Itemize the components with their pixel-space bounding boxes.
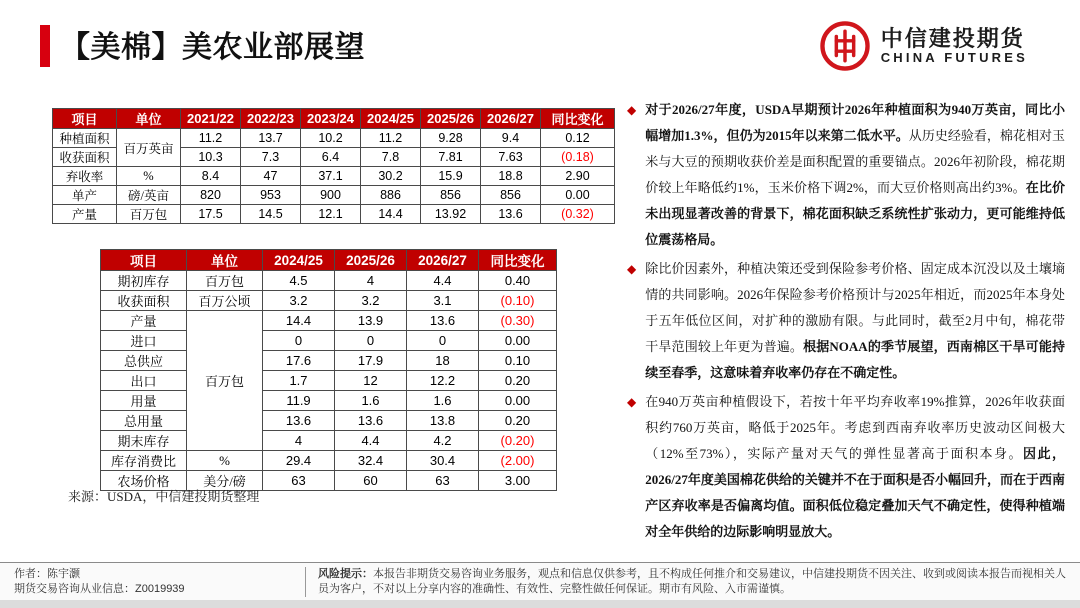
company-logo — [819, 20, 1028, 72]
logo-chinese-name: 中信建投期货 — [880, 25, 1025, 51]
table-cell: 12 — [335, 371, 407, 391]
table-row — [101, 311, 557, 331]
table-cell: 13.9 — [335, 311, 407, 331]
table-cell: 4 — [335, 271, 407, 291]
table-row — [101, 351, 557, 371]
footer-author-block — [14, 567, 185, 597]
table-cell: 0.20 — [479, 411, 557, 431]
table-cell: % — [117, 167, 181, 186]
bullet-item — [627, 97, 1065, 253]
table-cell: 3.00 — [479, 471, 557, 491]
table-cell: 10.2 — [301, 129, 361, 148]
table-cell: (0.32) — [541, 205, 615, 224]
table-cell: 弃收率 — [53, 167, 117, 186]
table-cell: 14.4 — [361, 205, 421, 224]
table-cell: 用量 — [101, 391, 187, 411]
table-cell: 0.10 — [479, 351, 557, 371]
column-header: 2021/22 — [181, 109, 241, 129]
bottom-strip — [0, 600, 1080, 608]
table-cell: 3.2 — [335, 291, 407, 311]
table-cell: 0 — [263, 331, 335, 351]
diamond-bullet-icon: ◆ — [627, 262, 637, 276]
table-cell: 6.4 — [301, 148, 361, 167]
header-row — [101, 250, 557, 271]
table-cell: 磅/英亩 — [117, 186, 181, 205]
table-cell: 0.40 — [479, 271, 557, 291]
table-cell: 出口 — [101, 371, 187, 391]
table-cell: 7.81 — [421, 148, 481, 167]
commentary-bullets — [627, 97, 1065, 548]
table-row — [53, 167, 615, 186]
table-cell: (0.18) — [541, 148, 615, 167]
table-cell: 13.92 — [421, 205, 481, 224]
table-cell: 14.5 — [241, 205, 301, 224]
table-cell: 13.6 — [407, 311, 479, 331]
table-row — [101, 371, 557, 391]
table-row — [101, 291, 557, 311]
column-header: 单位 — [117, 109, 181, 129]
table-row — [101, 451, 557, 471]
table-cell: 10.3 — [181, 148, 241, 167]
table-cell: 820 — [181, 186, 241, 205]
column-header: 2026/27 — [407, 250, 479, 271]
source-note: 来源：USDA，中信建投期货整理 — [68, 489, 260, 504]
table-row — [101, 271, 557, 291]
table-row — [101, 431, 557, 451]
table-cell: 产量 — [101, 311, 187, 331]
table-cell: 百万包 — [187, 311, 263, 451]
diamond-bullet-icon: ◆ — [627, 395, 637, 409]
table-cell: 0 — [335, 331, 407, 351]
table-cell: 37.1 — [301, 167, 361, 186]
table-cell: 4.4 — [407, 271, 479, 291]
diamond-bullet-icon: ◆ — [627, 103, 637, 117]
table-cell: 0.00 — [479, 331, 557, 351]
table-cell: 美分/磅 — [187, 471, 263, 491]
table-cell: 63 — [263, 471, 335, 491]
risk-disclaimer — [318, 567, 1066, 597]
bullet-text: 在940万英亩种植假设下，若按十年平均弃收率19%推算，2026年收获面积约760万英亩，略低于2025年。考虑到西南弃收率历史波动区间极大（12%至73%），实际产量对天气的弹性显著高于面积本身。因此，2026/27年度美国棉花供给的关键并不在于面积是否小幅回升，而在于西南产区弃收率是否偏离均值。面积低位稳定叠加天气不确定性，使得种植端对全年供给的边际影响明显放大。 — [645, 394, 1065, 539]
table-cell: 1.6 — [335, 391, 407, 411]
table-cell: 60 — [335, 471, 407, 491]
bullet-item — [627, 389, 1065, 545]
table-cell: 单产 — [53, 186, 117, 205]
table-cell: % — [187, 451, 263, 471]
table-cell: 总供应 — [101, 351, 187, 371]
table-cell: 13.8 — [407, 411, 479, 431]
table-cell: 12.2 — [407, 371, 479, 391]
column-header: 2024/25 — [263, 250, 335, 271]
risk-text: 本报告非期货交易咨询业务服务，观点和信息仅供参考，且不构成任何推介和交易建议，中信建投期货不因关注、收到或阅读本报告而视相关人员为客户，不对以上分享内容的准确性、有效性、完整性做任何保证。期市有风险、入市需谨慎。 — [318, 568, 1066, 595]
table-cell: 13.6 — [335, 411, 407, 431]
table-cell: 17.5 — [181, 205, 241, 224]
table-cell: 进口 — [101, 331, 187, 351]
table-cell: 百万包 — [187, 271, 263, 291]
table-cell: 4 — [263, 431, 335, 451]
table-row — [53, 186, 615, 205]
table-cell: 期初库存 — [101, 271, 187, 291]
annual-balance-table — [52, 108, 615, 224]
table-cell: 11.2 — [181, 129, 241, 148]
table-cell: 18.8 — [481, 167, 541, 186]
column-header: 单位 — [187, 250, 263, 271]
table-cell: 3.2 — [263, 291, 335, 311]
table-cell: 32.4 — [335, 451, 407, 471]
table-cell: 7.8 — [361, 148, 421, 167]
table-cell: 30.4 — [407, 451, 479, 471]
table-cell: 4.4 — [335, 431, 407, 451]
table-cell: 0.00 — [479, 391, 557, 411]
table-cell: 953 — [241, 186, 301, 205]
column-header: 2025/26 — [421, 109, 481, 129]
footer-divider — [305, 567, 306, 597]
table-cell: 8.4 — [181, 167, 241, 186]
column-header: 2023/24 — [301, 109, 361, 129]
citic-logo-icon — [819, 20, 871, 72]
table-cell: 856 — [421, 186, 481, 205]
bullet-text: 对于2026/27年度，USDA早期预计2026年种植面积为940万英亩，同比小幅增加1.3%，但仍为2015年以来第二低水平。从历史经验看，棉花相对玉米与大豆的预期收获价差是面积配置的重要锚点。2026年初阶段，棉花期价较上年略低约1%，玉米价格下调2%，而大豆价格则高出约3%。在比价未出现显著改善的背景下，棉花面积缺乏系统性扩张动力，更可能维持低位震荡格局。 — [645, 102, 1065, 247]
table-cell: 0.12 — [541, 129, 615, 148]
table-cell: 农场价格 — [101, 471, 187, 491]
page-title: 【美棉】美农业部展望 — [60, 31, 365, 64]
table-cell: 12.1 — [301, 205, 361, 224]
table-cell: 库存消费比 — [101, 451, 187, 471]
table-cell: 18 — [407, 351, 479, 371]
table-row — [101, 391, 557, 411]
table-cell: 1.7 — [263, 371, 335, 391]
table-cell: (0.20) — [479, 431, 557, 451]
title-accent-bar — [40, 25, 50, 67]
table-cell: 4.2 — [407, 431, 479, 451]
table-cell: 11.2 — [361, 129, 421, 148]
table-cell: 百万包 — [117, 205, 181, 224]
logo-english-name: CHINA FUTURES — [880, 50, 1028, 66]
supply-demand-table — [100, 249, 557, 491]
table-cell: 收获面积 — [101, 291, 187, 311]
column-header: 项目 — [101, 250, 187, 271]
risk-label: 风险提示： — [318, 568, 373, 580]
license-line: 期货交易咨询从业信息：Z0019939 — [14, 583, 185, 595]
table-cell: 63 — [407, 471, 479, 491]
table-cell: 13.7 — [241, 129, 301, 148]
column-header: 2022/23 — [241, 109, 301, 129]
bullet-item — [627, 256, 1065, 386]
table-row — [101, 411, 557, 431]
column-header: 2026/27 — [481, 109, 541, 129]
table-row — [53, 205, 615, 224]
table-cell: 30.2 — [361, 167, 421, 186]
table-cell: 百万公顷 — [187, 291, 263, 311]
table-cell: 种植面积 — [53, 129, 117, 148]
table-cell: 17.6 — [263, 351, 335, 371]
header-row — [53, 109, 615, 129]
table-cell: 13.6 — [263, 411, 335, 431]
column-header: 同比变化 — [479, 250, 557, 271]
column-header: 同比变化 — [541, 109, 615, 129]
table-cell: 11.9 — [263, 391, 335, 411]
table-cell: 0 — [407, 331, 479, 351]
table-cell: 4.5 — [263, 271, 335, 291]
table-cell: 收获面积 — [53, 148, 117, 167]
column-header: 项目 — [53, 109, 117, 129]
column-header: 2025/26 — [335, 250, 407, 271]
table-cell: 856 — [481, 186, 541, 205]
table-cell: 7.3 — [241, 148, 301, 167]
table-cell: 14.4 — [263, 311, 335, 331]
table-cell: 29.4 — [263, 451, 335, 471]
table-cell: 2.90 — [541, 167, 615, 186]
table-cell: 产量 — [53, 205, 117, 224]
table-cell: 9.28 — [421, 129, 481, 148]
column-header: 2024/25 — [361, 109, 421, 129]
table-cell: 总用量 — [101, 411, 187, 431]
table-cell: 0.00 — [541, 186, 615, 205]
table-cell: 百万英亩 — [117, 129, 181, 167]
table-cell: 15.9 — [421, 167, 481, 186]
bullet-text: 除比价因素外，种植决策还受到保险参考价格、固定成本沉没以及土壤墒情的共同影响。2026年保险参考价格预计与2025年相近，而2025年本身处于五年低位区间，对扩种的激励有限。与此同时，截至2月中旬，棉花带干旱范围较上年更为普遍。根据NOAA的季节展望，西南棉区干旱可能持续至春季，这意味着弃收率仍存在不确定性。 — [645, 261, 1065, 380]
table-cell: (0.30) — [479, 311, 557, 331]
table-cell: 7.63 — [481, 148, 541, 167]
table-cell: 9.4 — [481, 129, 541, 148]
table-cell: 3.1 — [407, 291, 479, 311]
table-cell: 1.6 — [407, 391, 479, 411]
footer — [0, 562, 1080, 600]
table-cell: 0.20 — [479, 371, 557, 391]
table-cell: 17.9 — [335, 351, 407, 371]
author-line: 作者：陈宇灏 — [14, 568, 80, 580]
table-cell: 期末库存 — [101, 431, 187, 451]
table-row — [101, 331, 557, 351]
table-cell: (2.00) — [479, 451, 557, 471]
table-cell: 886 — [361, 186, 421, 205]
table-cell: 13.6 — [481, 205, 541, 224]
table-cell: (0.10) — [479, 291, 557, 311]
logo-text — [881, 26, 1028, 66]
table-cell: 47 — [241, 167, 301, 186]
table-row — [53, 129, 615, 148]
table-cell: 900 — [301, 186, 361, 205]
